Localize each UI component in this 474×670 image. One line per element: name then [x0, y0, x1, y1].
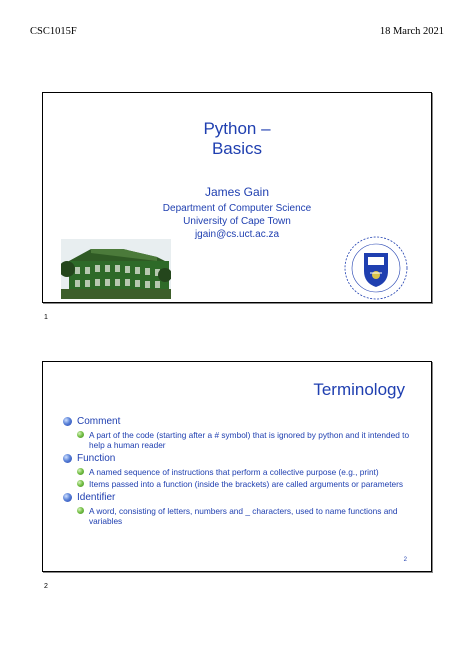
- bullet-list: [63, 413, 413, 526]
- bullet-dot-icon: [63, 417, 72, 426]
- bullet-item: [63, 452, 413, 465]
- sub-bullet-text: A word, consisting of letters, numbers and _ characters, used to name functions and variables: [89, 506, 398, 526]
- department: Department of Computer Science: [162, 203, 312, 214]
- date: 18 March 2021: [379, 26, 444, 37]
- slide-title: Terminology: [313, 380, 405, 399]
- sub-bullet-dot-icon: [77, 431, 84, 438]
- page-number-1: 1: [44, 314, 48, 321]
- title-line-2: Basics: [211, 139, 263, 158]
- slide-number: 2: [403, 557, 407, 563]
- sub-bullet-dot-icon: [77, 480, 84, 487]
- sub-bullet-text: A named sequence of instructions that perform a collective purpose (e.g., print): [89, 467, 379, 477]
- page-number-2: 2: [44, 583, 48, 590]
- sub-bullet-dot-icon: [77, 507, 84, 514]
- slide-title: [43, 119, 431, 159]
- course-code: CSC1015F: [30, 26, 77, 37]
- bullet-item: [63, 415, 413, 428]
- slide-2: [42, 361, 432, 572]
- university: University of Cape Town: [183, 216, 291, 227]
- title-line-1: Python –: [203, 119, 271, 138]
- bullet-label: Identifier: [77, 492, 116, 503]
- bullet-item: [63, 491, 413, 504]
- sub-bullet-item: [63, 506, 413, 526]
- slide-1: [42, 92, 432, 303]
- building-photo: [61, 239, 171, 299]
- sub-bullet-text: Items passed into a function (inside the brackets) are called arguments or parameters: [89, 479, 404, 489]
- uct-crest-logo: [340, 235, 412, 301]
- bullet-dot-icon: [63, 454, 72, 463]
- sub-bullet-dot-icon: [77, 468, 84, 475]
- sub-bullet-item: [63, 467, 413, 477]
- bullet-label: Function: [77, 453, 116, 464]
- sub-bullet-item: [63, 430, 413, 450]
- email: jgain@cs.uct.ac.za: [194, 229, 280, 240]
- sub-bullet-text: A part of the code (starting after a # symbol) that is ignored by python and it intended to help a human reader: [89, 430, 410, 450]
- bullet-dot-icon: [63, 493, 72, 502]
- sub-bullet-item: [63, 479, 413, 489]
- author: James Gain: [204, 185, 270, 199]
- bullet-label: Comment: [77, 416, 121, 427]
